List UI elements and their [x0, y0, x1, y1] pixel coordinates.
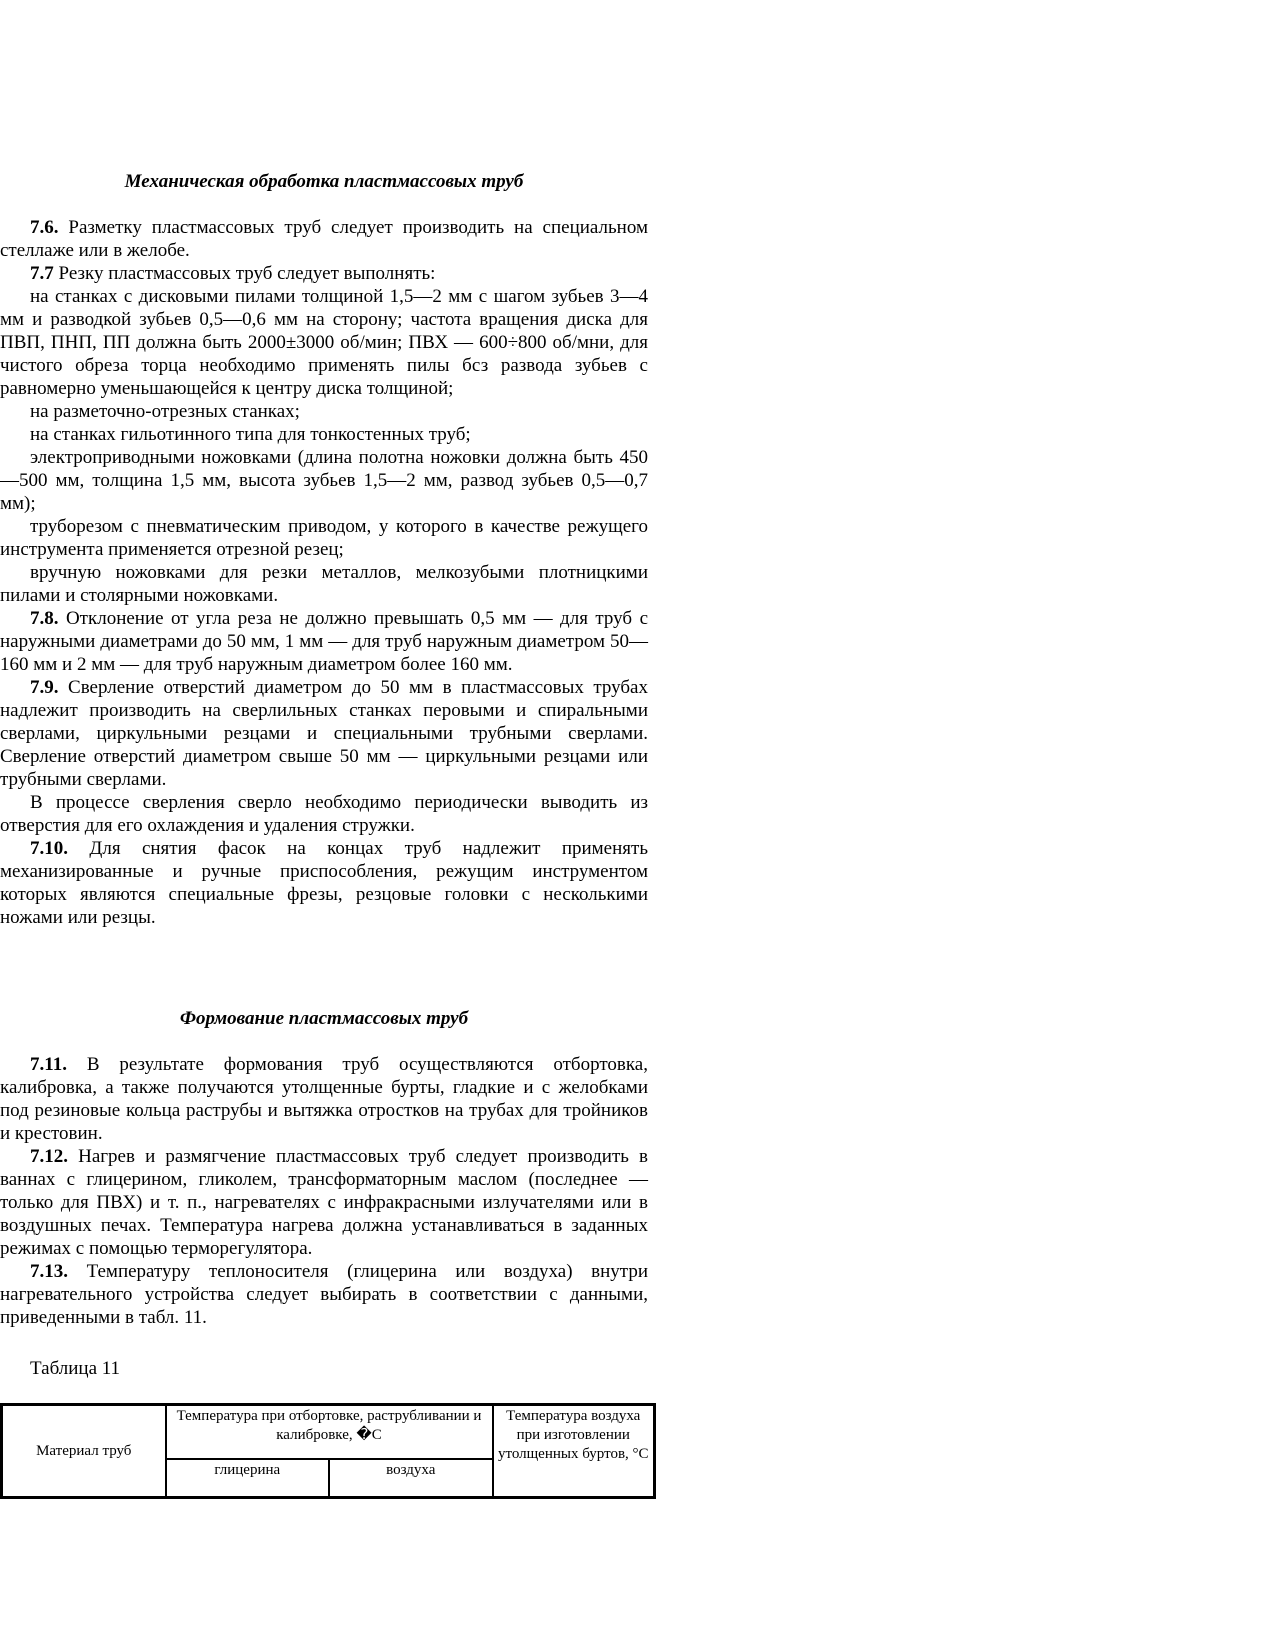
paragraph-text: Отклонение от угла реза не должно превышать 0,5 мм — для труб с наружными диаметрами до 50 мм, 1 мм — для труб наружным диаметром 50—160 мм и 2 мм — для труб наружным диаметром более 160 мм.	[0, 608, 648, 675]
table-11	[0, 1403, 656, 1499]
section-body-machining	[0, 216, 648, 929]
paragraph	[0, 423, 648, 446]
paragraph	[0, 607, 648, 676]
paragraph-text: В результате формования труб осуществляются отбортовка, калибровка, а также получаются утолщенные бурты, гладкие и с желобками под резиновые кольца раструбы и вытяжка отростков на трубах для тройников и крестовин.	[0, 1054, 648, 1144]
paragraph	[0, 561, 648, 607]
paragraph	[0, 262, 648, 285]
paragraph-number: 7.13.	[30, 1261, 68, 1282]
table-header-temp-group: Температура при отбортовке, раструбливании и калибровке, �С	[166, 1405, 493, 1460]
paragraph	[0, 791, 648, 837]
paragraph	[0, 216, 648, 262]
paragraph	[0, 676, 648, 791]
paragraph	[0, 1260, 648, 1329]
paragraph-number: 7.6.	[30, 217, 59, 238]
table-header-material: Материал труб	[2, 1405, 166, 1498]
paragraph-text: В процессе сверления сверло необходимо периодически выводить из отверстия для его охлаждения и удаления стружки.	[0, 792, 648, 836]
section-heading-machining: Механическая обработка пластмассовых труб	[124, 171, 524, 192]
paragraph-text: Сверление отверстий диаметром до 50 мм в пластмассовых трубах надлежит производить на сверлильных станках перовыми и спиральными сверлами, циркульными резцами и специальными трубными сверлами. Сверление отверстий диаметром свыше 50 мм — циркульными резцами или трубными сверлами.	[0, 677, 648, 790]
paragraph-text: Разметку пластмассовых труб следует производить на специальном стеллаже или в желобе.	[0, 217, 648, 261]
paragraph	[0, 400, 648, 423]
section-body-forming	[0, 1053, 648, 1329]
paragraph-number: 7.11.	[30, 1054, 67, 1075]
paragraph	[0, 446, 648, 515]
paragraph-text: Нагрев и размягчение пластмассовых труб следует производить в ваннах с глицерином, гликолем, трансформаторным маслом (последнее — только для ПВХ) и т. п., нагревателях с инфракрасными излучателями или в воздушных печах. Температура нагрева должна устанавливаться в заданных режимах с помощью терморегулятора.	[0, 1146, 648, 1259]
paragraph-text: электроприводными ножовками (длина полотна ножовки должна быть 450—500 мм, толщина 1,5 мм, высота зубьев 1,5—2 мм, развод зубьев 0,5—0,7 мм);	[0, 447, 648, 514]
paragraph-text: Для снятия фасок на концах труб надлежит применять механизированные и ручные приспособления, режущим инструментом которых являются специальные фрезы, резцовые головки с несколькими ножами или резцы.	[0, 838, 648, 928]
paragraph-text: Температуру теплоносителя (глицерина или воздуха) внутри нагревательного устройства следует выбирать в соответствии с данными, приведенными в табл. 11.	[0, 1261, 648, 1328]
paragraph	[0, 515, 648, 561]
paragraph	[0, 837, 648, 929]
paragraph	[0, 285, 648, 400]
table-header-air-bead: Температура воздуха при изготовлении утолщенных буртов, °С	[493, 1405, 655, 1498]
paragraph-number: 7.7	[30, 263, 54, 284]
paragraph-number: 7.12.	[30, 1146, 68, 1167]
paragraph-text: на станках с дисковыми пилами толщиной 1,5—2 мм с шагом зубьев 3—4 мм и разводкой зубьев 0,5—0,6 мм на сторону; частота вращения диска для ПВП, ПНП, ПП должна быть 2000±3000 об/мин; ПВХ — 600÷800 об/мни, для чистого обреза торца необходимо применять пилы бсз развода зубьев с равномерно уменьшающейся к центру диска толщиной;	[0, 286, 648, 399]
paragraph-text: на разметочно-отрезных станках;	[30, 401, 300, 422]
paragraph-number: 7.10.	[30, 838, 68, 859]
paragraph-text: труборезом с пневматическим приводом, у которого в качестве режущего инструмента применяется отрезной резец;	[0, 516, 648, 560]
paragraph	[0, 1053, 648, 1145]
table-header-glycerin: глицерина	[166, 1459, 330, 1498]
section-heading-forming: Формование пластмассовых труб	[179, 1008, 469, 1029]
table-caption: Таблица 11	[30, 1358, 121, 1379]
paragraph-number: 7.8.	[30, 608, 59, 629]
paragraph	[0, 1145, 648, 1260]
paragraph-number: 7.9.	[30, 677, 59, 698]
paragraph-text: Резку пластмассовых труб следует выполнять:	[53, 263, 436, 284]
table-header-air: воздуха	[329, 1459, 493, 1498]
paragraph-text: на станках гильотинного типа для тонкостенных труб;	[30, 424, 471, 445]
paragraph-text: вручную ножовками для резки металлов, мелкозубыми плотницкими пилами и столярными ножовками.	[0, 562, 648, 606]
